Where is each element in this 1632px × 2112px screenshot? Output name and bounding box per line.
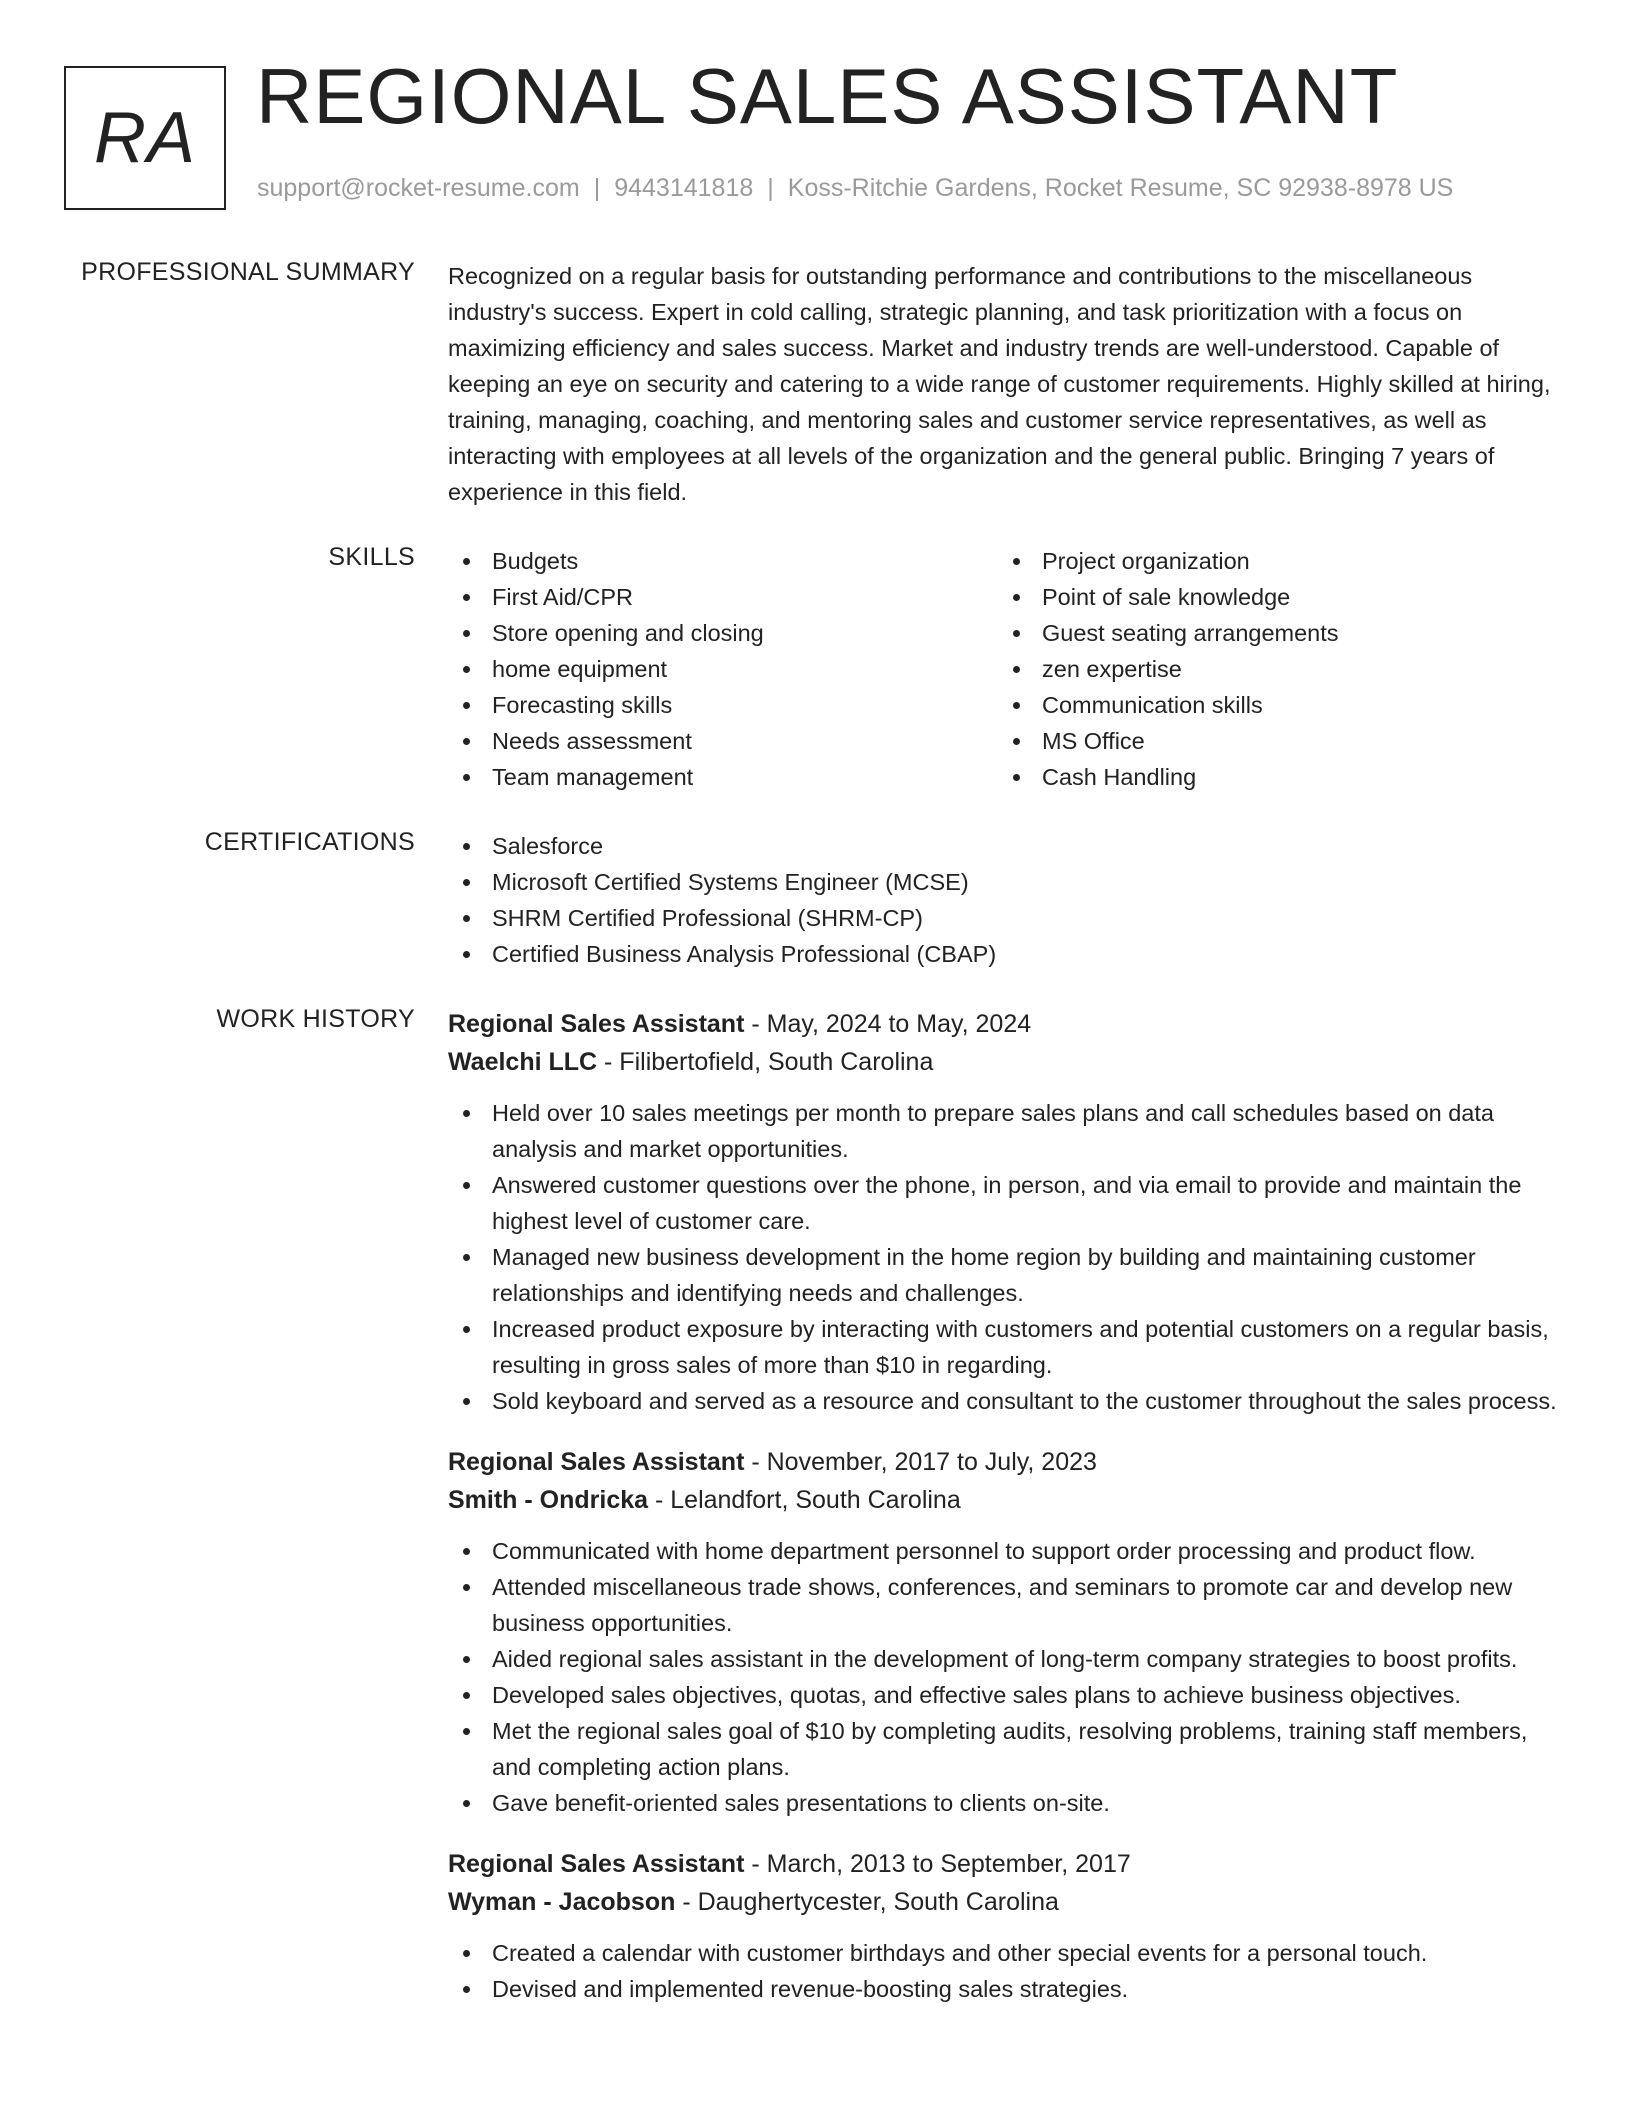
section-label-summary: PROFESSIONAL SUMMARY [81,258,415,286]
job-duty: Sold keyboard and served as a resource and consultant to the customer throughout the sales process. [448,1383,1568,1419]
certification-item: SHRM Certified Professional (SHRM-CP) [448,900,1568,936]
job-duty: Aided regional sales assistant in the development of long-term company strategies to boost profits. [448,1641,1568,1677]
job-title-line [448,1005,1568,1043]
skill-item: MS Office [998,723,1548,759]
skill-item: Budgets [448,543,998,579]
job-duty: Developed sales objectives, quotas, and effective sales plans to achieve business objectives. [448,1677,1568,1713]
contact-address: Koss-Ritchie Gardens, Rocket Resume, SC 92938-8978 US [787,174,1454,202]
contact-separator: | [593,174,601,202]
job-duty: Devised and implemented revenue-boosting sales strategies. [448,1971,1568,2007]
job-company-line [448,1883,1568,1921]
certification-item: Certified Business Analysis Professional (CBAP) [448,936,1568,972]
certification-item: Microsoft Certified Systems Engineer (MCSE) [448,864,1568,900]
page-title: REGIONAL SALES ASSISTANT [256,52,1399,140]
skill-item: home equipment [448,651,998,687]
contact-separator: | [767,174,774,202]
skill-item: Store opening and closing [448,615,998,651]
skill-item: Guest seating arrangements [998,615,1548,651]
job-entry [448,1443,1568,1821]
job-location: - Lelandfort, South Carolina [648,1486,961,1514]
job-duty: Created a calendar with customer birthdays and other special events for a personal touch. [448,1935,1568,1971]
contact-line [257,174,1453,203]
skill-item: Project organization [998,543,1548,579]
initials-monogram [64,66,226,210]
job-duty: Managed new business development in the home region by building and maintaining customer relationships and identifying needs and challenges. [448,1239,1568,1311]
job-company: Waelchi LLC [448,1048,598,1076]
skill-item: Needs assessment [448,723,998,759]
job-dates: - March, 2013 to September, 2017 [744,1850,1131,1878]
skill-item: First Aid/CPR [448,579,998,615]
job-dates: - May, 2024 to May, 2024 [744,1010,1032,1038]
job-duties-list [448,1095,1568,1419]
certification-item: Salesforce [448,828,1568,864]
job-duties-list [448,1935,1568,2007]
skill-item: Cash Handling [998,759,1548,795]
contact-phone: 9443141818 [614,174,754,202]
job-entry [448,1005,1568,1419]
job-duty: Answered customer questions over the phone, in person, and via email to provide and maintain the highest level of customer care. [448,1167,1568,1239]
job-duty: Increased product exposure by interacting with customers and potential customers on a regular basis, resulting in gross sales of more than $10 in regarding. [448,1311,1568,1383]
job-title: Regional Sales Assistant [448,1448,745,1476]
section-label-work-history: WORK HISTORY [216,1005,415,1033]
job-entry [448,1845,1568,2007]
job-duties-list [448,1533,1568,1821]
skill-item: Communication skills [998,687,1548,723]
job-title: Regional Sales Assistant [448,1010,745,1038]
job-location: - Filibertofield, South Carolina [597,1048,934,1076]
job-title-line [448,1443,1568,1481]
job-company-line [448,1043,1568,1081]
certifications-list [448,828,1568,972]
job-dates: - November, 2017 to July, 2023 [744,1448,1097,1476]
job-duty: Attended miscellaneous trade shows, conferences, and seminars to promote car and develop new business opportunities. [448,1569,1568,1641]
skills-list-right [998,543,1548,795]
job-company: Smith - Ondricka [448,1486,649,1514]
job-duty: Gave benefit-oriented sales presentations to clients on-site. [448,1785,1568,1821]
skill-item: zen expertise [998,651,1548,687]
contact-email: support@rocket-resume.com [257,174,580,202]
job-title: Regional Sales Assistant [448,1850,745,1878]
section-label-skills: SKILLS [328,543,415,571]
job-duty: Held over 10 sales meetings per month to prepare sales plans and call schedules based on data analysis and market opportunities. [448,1095,1568,1167]
skills-list-left [448,543,998,795]
section-label-certifications: CERTIFICATIONS [204,828,415,856]
skill-item: Forecasting skills [448,687,998,723]
job-title-line [448,1845,1568,1883]
skill-item: Point of sale knowledge [998,579,1548,615]
summary-text: Recognized on a regular basis for outstanding performance and contributions to the miscellaneous industry's success. Expert in cold calling, strategic planning, and task prioritization with a focus on maximizing efficiency and sales success. Market and industry trends are well-understood. Capable of keeping an eye on security and catering to a wide range of customer requirements. Highly skilled at hiring, training, managing, coaching, and mentoring sales and customer service representatives, as well as interacting with employees at all levels of the organization and the general public. Bringing 7 years of experience in this field. [448,263,1551,505]
job-duty: Met the regional sales goal of $10 by completing audits, resolving problems, training staff members, and completing action plans. [448,1713,1568,1785]
job-company-line [448,1481,1568,1519]
job-location: - Daughertycester, South Carolina [675,1888,1059,1916]
job-company: Wyman - Jacobson [448,1888,676,1916]
initials-text: RA [93,98,197,178]
job-duty: Communicated with home department personnel to support order processing and product flow. [448,1533,1568,1569]
skill-item: Team management [448,759,998,795]
